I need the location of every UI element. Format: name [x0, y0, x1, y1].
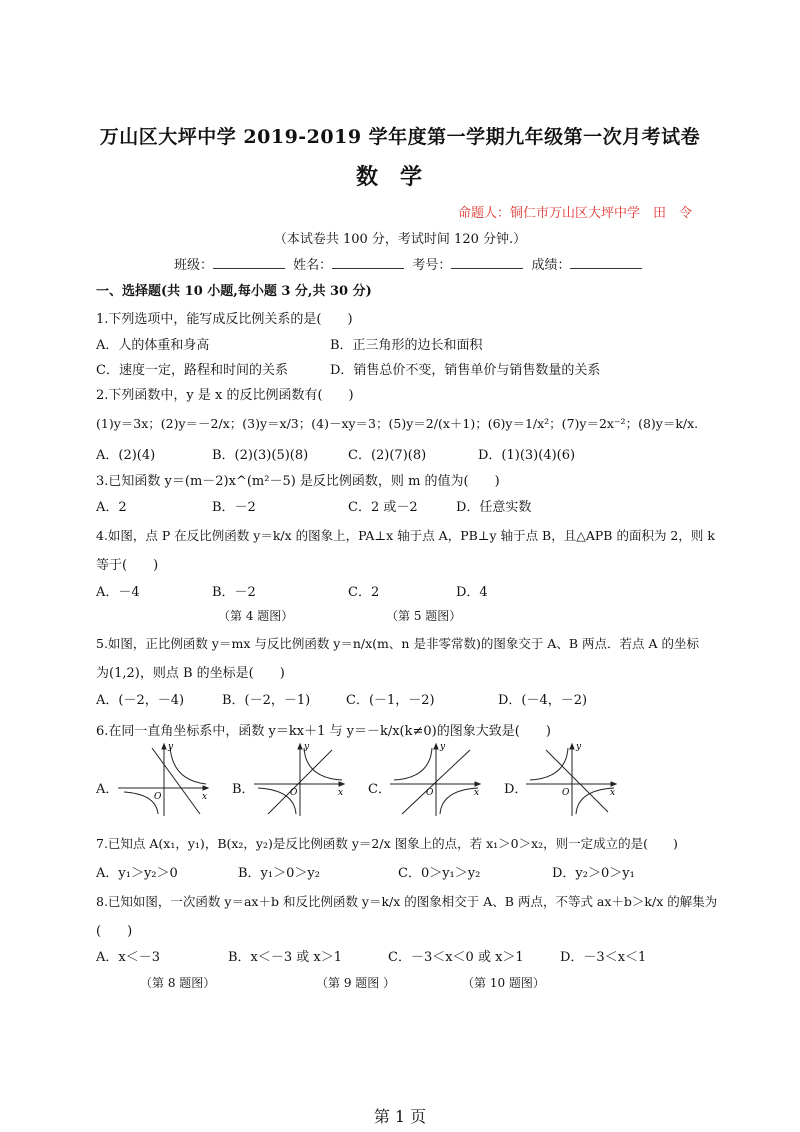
q4-stem-line1: 4.如图，点 P 在反比例函数 y＝k/x 的图象上，PA⊥x 轴于点 A，PB⊥y 轴于点 B，且△APB 的面积为 2，则 k	[96, 528, 715, 543]
q6-option-d: D．	[504, 782, 528, 797]
origin-label: O	[154, 792, 162, 802]
y-arrow	[298, 744, 302, 749]
q6-option-c: C．	[368, 782, 391, 797]
q8-stem-line1: 8.已知如图，一次函数 y＝ax＋b 和反比例函数 y＝k/x 的图象相交于 A、B 两点，不等式 ax＋b＞k/x 的解集为	[96, 894, 718, 909]
section-heading: 一、选择题(共 10 小题,每小题 3 分,共 30 分)	[96, 284, 372, 299]
q4-figure-caption: （第 4 题图）	[218, 609, 294, 623]
exam-info: （本试卷共 100 分，考试时间 120 分钟.）	[273, 232, 527, 247]
q5-option-d: D．(－4，－2)	[498, 693, 588, 708]
y-label: y	[440, 742, 446, 752]
q8-figure-caption: （第 8 题图）	[140, 976, 216, 990]
q1-option-d: D．销售总价不变，销售单价与销售数量的关系	[330, 363, 601, 378]
field-id-label: 考号：	[412, 258, 452, 273]
x-label: x	[610, 788, 616, 798]
q8-option-c: C．－3＜x＜0 或 x＞1	[388, 950, 524, 965]
q2-option-a: A．(2)(4)	[96, 448, 156, 463]
q6-graph-a	[118, 740, 214, 818]
x-label: x	[338, 788, 344, 798]
q3-option-d: D．任意实数	[456, 500, 532, 515]
y-label: y	[304, 742, 310, 752]
hyperbola-branch-1	[304, 748, 342, 780]
q8-option-a: A．x＜－3	[96, 950, 160, 965]
origin-label: O	[426, 788, 434, 798]
page-number: 第 1 页	[373, 1107, 427, 1126]
q5-stem-line2: 为(1,2)，则点 B 的坐标是( )	[96, 666, 285, 681]
q6-graph-c	[390, 740, 486, 818]
q4-option-a: A．－4	[96, 585, 140, 600]
q9-figure-caption: （第 9 题图 ）	[316, 976, 396, 990]
q2-functions: (1)y＝3x；(2)y＝－2/x；(3)y＝x/3；(4)－xy＝3；(5)y＝2/(x＋1)；(6)y＝1/x²；(7)y＝2x⁻²；(8)y＝k/x.	[96, 416, 699, 431]
y-label: y	[576, 742, 582, 752]
hyperbola-branch-2	[576, 788, 614, 814]
q6-option-b: B．	[232, 782, 255, 797]
x-label: x	[474, 788, 480, 798]
y-arrow	[162, 744, 166, 749]
q3-option-b: B．－2	[212, 500, 256, 515]
q5-option-a: A．(－2，－4)	[96, 693, 185, 708]
origin-label: O	[562, 788, 570, 798]
q4-stem-line2: 等于( )	[96, 558, 159, 573]
q6-graph-b	[254, 740, 350, 818]
q7-option-d: D．y₂＞0＞y₁	[552, 866, 635, 881]
q6-option-a: A．	[96, 782, 119, 797]
q3-option-a: A．2	[96, 500, 127, 515]
field-name-label: 姓名：	[293, 258, 333, 273]
field-class-blank[interactable]	[213, 256, 285, 269]
exam-title: 万山区大坪中学 2019-2019 学年度第一学期九年级第一次月考试卷	[99, 126, 701, 148]
q2-option-b: B．(2)(3)(5)(8)	[212, 448, 309, 463]
field-score-label: 成绩：	[531, 258, 571, 273]
hyperbola-branch-1	[170, 746, 206, 784]
q5-figure-caption: （第 5 题图）	[386, 609, 462, 623]
q1-option-c: C．速度一定，路程和时间的关系	[96, 363, 288, 378]
hyperbola-branch-1	[394, 748, 432, 780]
q8-stem-line2: ( )	[96, 924, 133, 939]
line-graph	[546, 750, 608, 812]
field-name-blank[interactable]	[332, 256, 404, 269]
q4-option-b: B．－2	[212, 585, 256, 600]
q4-option-c: C．2	[348, 585, 380, 600]
q3-option-c: C．2 或－2	[348, 500, 418, 515]
hyperbola-branch-2	[124, 792, 158, 814]
q2-option-d: D．(1)(3)(4)(6)	[478, 448, 576, 463]
q7-stem: 7.已知点 A(x₁，y₁)，B(x₂，y₂)是反比例函数 y＝2/x 图象上的点，若 x₁＞0＞x₂，则一定成立的是( )	[96, 836, 678, 851]
x-arrow	[475, 782, 480, 786]
y-arrow	[570, 744, 574, 749]
q1-option-b: B．正三角形的边长和面积	[330, 338, 483, 353]
author-line: 命题人：铜仁市万山区大坪中学 田 令	[457, 206, 692, 221]
field-id-blank[interactable]	[451, 256, 523, 269]
origin-label: O	[290, 788, 298, 798]
subject-title: 数学	[355, 164, 444, 190]
q10-figure-caption: （第 10 题图）	[462, 976, 545, 990]
q4-option-d: D．4	[456, 585, 488, 600]
hyperbola-branch-2	[440, 788, 478, 814]
q8-option-b: B．x＜－3 或 x＞1	[228, 950, 343, 965]
q2-stem: 2.下列函数中，y 是 x 的反比例函数有( )	[96, 388, 354, 403]
student-fields	[174, 254, 646, 273]
x-arrow	[203, 786, 208, 790]
x-arrow	[339, 782, 344, 786]
q7-option-c: C．0＞y₁＞y₂	[398, 866, 481, 881]
q8-option-d: D．－3＜x＜1	[560, 950, 647, 965]
q7-option-a: A．y₁＞y₂＞0	[96, 866, 178, 881]
x-arrow	[611, 782, 616, 786]
q1-option-a: A．人的体重和身高	[96, 338, 210, 353]
q2-option-c: C．(2)(7)(8)	[348, 448, 427, 463]
q5-option-b: B．(－2，－1)	[222, 693, 311, 708]
y-arrow	[434, 744, 438, 749]
q7-option-b: B．y₁＞0＞y₂	[238, 866, 320, 881]
field-score-blank[interactable]	[570, 256, 642, 269]
q6-graph-d	[526, 740, 622, 818]
x-label: x	[202, 792, 208, 802]
field-class-label: 班级：	[174, 258, 214, 273]
q5-option-c: C．(－1，－2)	[346, 693, 435, 708]
q3-stem: 3.已知函数 y＝(m－2)x^(m²－5) 是反比例函数，则 m 的值为( )	[96, 474, 500, 489]
q6-stem: 6.在同一直角坐标系中，函数 y＝kx＋1 与 y＝－k/x(k≠0)的图象大致是( )	[96, 724, 551, 739]
q5-stem-line1: 5.如图，正比例函数 y＝mx 与反比例函数 y＝n/x(m、n 是非零常数)的图象交于 A、B 两点．若点 A 的坐标	[96, 636, 699, 651]
y-label: y	[168, 742, 174, 752]
q1-stem: 1.下列选项中，能写成反比例关系的是( )	[96, 312, 353, 327]
